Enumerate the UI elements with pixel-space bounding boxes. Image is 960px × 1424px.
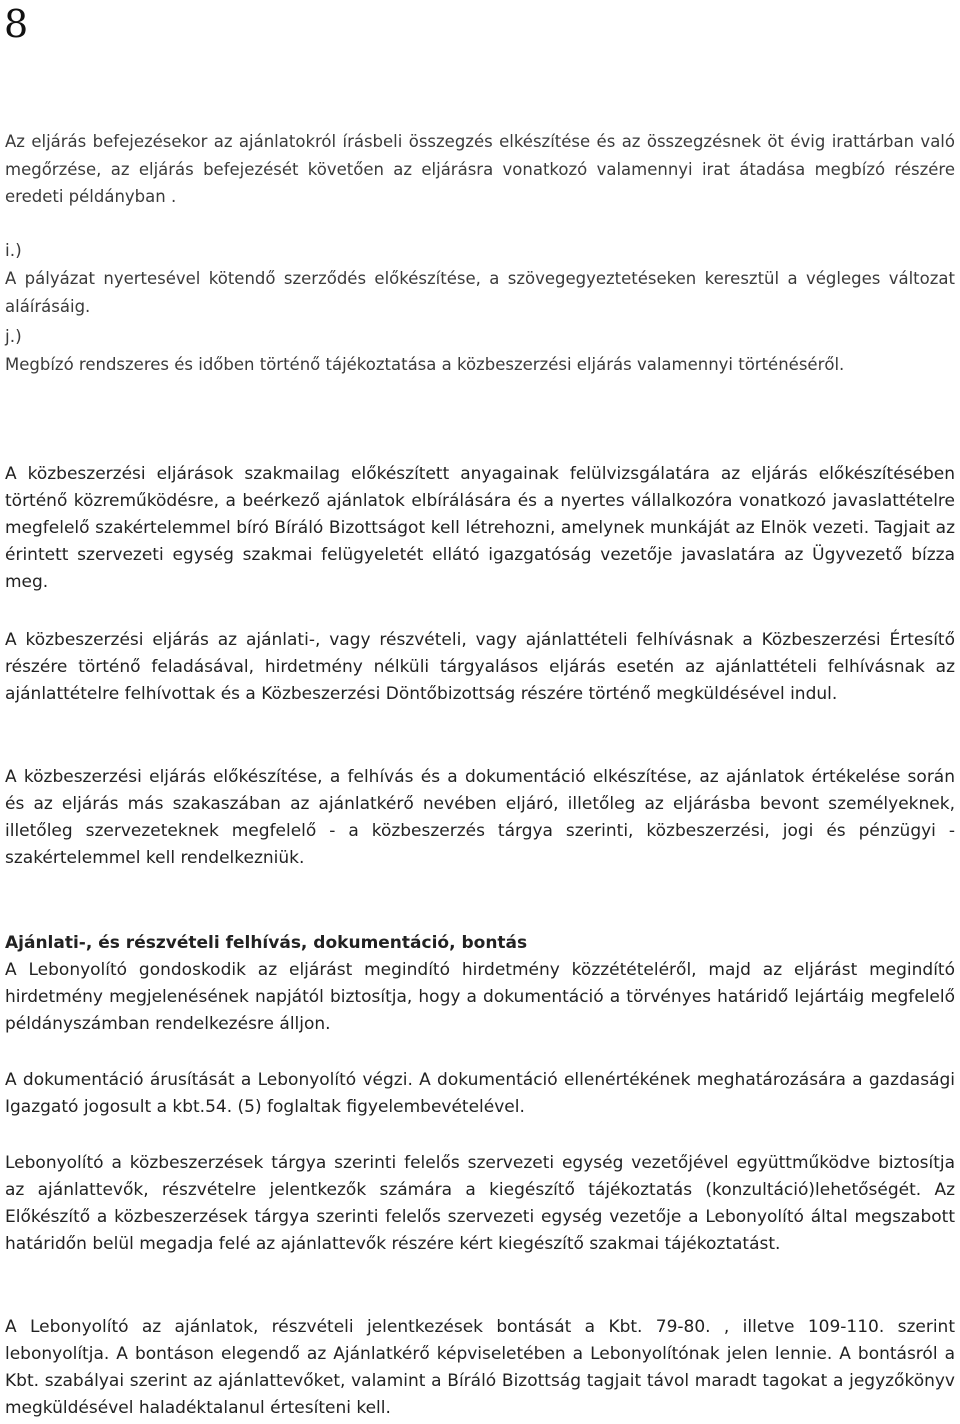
paragraph-closing: Az eljárás befejezésekor az ajánlatokról írásbeli összegzés elkészítése és az összegzésnek öt évig irattárban való megőrzése, az eljárás befejezését követően az eljárásra vonatkozó valamennyi irat átadása megbízó részére eredeti példányban .	[5, 132, 955, 206]
item-i-label: i.)	[5, 241, 22, 261]
item-i-text: A pályázat nyertesével kötendő szerződés előkészítése, a szövegegyeztetéseken keresztül a végleges változat aláírásáig.	[5, 269, 955, 316]
page-number: 8	[4, 2, 29, 46]
paragraph-documentation-sale: A dokumentáció árusítását a Lebonyolító végzi. A dokumentáció ellenértékének meghatározására a gazdasági Igazgató jogosult a kbt.54. (5) foglaltak figyelembevételével.	[5, 1070, 955, 1117]
paragraph-preparation: A közbeszerzési eljárás előkészítése, a felhívás és a dokumentáció elkészítése, az ajánlatok értékelése során és az eljárás más szakaszában az ajánlatkérő nevében eljáró, illetőleg az eljárásba bevont személyeknek, illetőleg szervezeteknek megfelelő - a közbeszerzés tárgya szerinti, közbeszerzési, jogi és pénzügyi - szakértelemmel kell rendelkezniük.	[5, 767, 955, 868]
paragraph-committee: A közbeszerzési eljárások szakmailag előkészített anyagainak felülvizsgálatára az eljárás előkészítésében történő közreműködésre, a beérkező ajánlatok elbírálására és a nyertes vállalkozóra vonatkozó javaslattételre megfelelő szakértelemmel bíró Bíráló Bizottságot kell létrehozni, amelynek munkáját az Elnök vezeti. Tagjait az érintett szervezeti egység szakmai felügyeletét ellátó igazgatóság vezetője javaslatára az Ügyvezető bízza meg.	[5, 464, 955, 592]
paragraph-publication: A Lebonyolító gondoskodik az eljárást megindító hirdetmény közzétételéről, majd az eljárást megindító hirdetmény megjelenésének napjától biztosítja, hogy a dokumentáció a törvényes határidő lejártáig megfelelő példányszámban rendelkezésre álljon.	[5, 960, 955, 1034]
item-j-text: Megbízó rendszeres és időben történő tájékoztatása a közbeszerzési eljárás valamennyi történéséről.	[5, 355, 845, 374]
item-j-label: j.)	[5, 327, 22, 347]
paragraph-consultation: Lebonyolító a közbeszerzések tárgya szerinti felelős szervezeti egység vezetőjével együttműködve biztosítja az ajánlattevők, részvételre jelentkezők számára a kiegészítő tájékoztatás (konzultáció)lehetőségét. Az Előkészítő a közbeszerzések tárgya szerinti felelős szervezeti egység vezetője a Lebonyolító által megszabott határidőn belül megadja felé az ajánlattevők részére kért kiegészítő szakmai tájékoztatást.	[5, 1153, 955, 1254]
paragraph-procedure-start: A közbeszerzési eljárás az ajánlati-, vagy részvételi, vagy ajánlattételi felhívásnak a Közbeszerzési Értesítő részére történő feladásával, hirdetmény nélküli tárgyalásos eljárás esetén az ajánlattételi felhívásnak az ajánlattételre felhívottak és a Közbeszerzési Döntőbizottság részére történő megküldésével indul.	[5, 630, 955, 704]
paragraph-opening: A Lebonyolító az ajánlatok, részvételi jelentkezések bontását a Kbt. 79-80. , illetve 109-110. szerint lebonyolítja. A bontáson elegendő az Ajánlatkérő képviseletében a Lebonyolítónak jelen lennie. A bontásról a Kbt. szabályai szerint az ajánlattevőket, valamint a Bíráló Bizottság tagjait távol maradt tagokat a jegyzőkönyv megküldésével haladéktalanul értesíteni kell.	[5, 1317, 955, 1418]
section-heading: Ajánlati-, és részvételi felhívás, dokumentáció, bontás	[5, 933, 528, 953]
